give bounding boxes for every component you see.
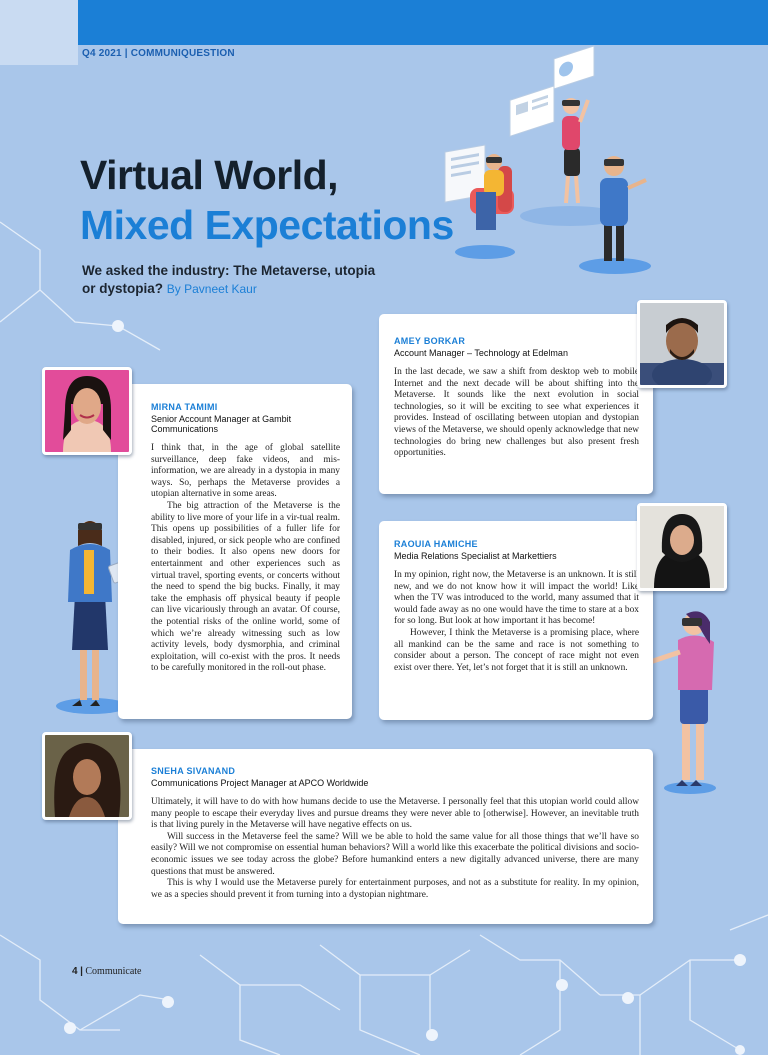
contributor-card-raouia: [379, 521, 653, 720]
footer-separator: |: [80, 966, 83, 977]
publication-name: Communicate: [85, 966, 142, 977]
photo-raouia-hamiche: [637, 503, 727, 591]
contributor-name: SNEHA SIVANAND: [151, 766, 236, 776]
quote-paragraph: Ultimately, it will have to do with how humans decide to use the Metaverse. I personally feel that this utopian world could allow many people to escape their everyday lives and pursue dreams they were never able to [otherwise]. However, an inevitable truth is that living purely in the Metaverse will have negative effects on us.: [151, 797, 639, 831]
quote-paragraph: The big attraction of the Metaverse is the ability to live more of your life in a vir-tual realm. This opens up possibilities of a fuller life for disabled, injured, or sick people who are confined to their bodies. It also opens new doors for entertainment and other experiences such as virtual travel, sporting events, or concerts without the need to spend the big bucks. Finally, it may take the emphasis off physical beauty if people can live vicariously through an avatar. Of course, the potential risks of the online world, some of which we’re already witnessing such as low activity levels, body dysmorphia, and criminal exploitation, will co-exist with the pros. It needs to be carefully monitored in the roll-out phase.: [151, 500, 340, 674]
section-label: Q4 2021 | COMMUNIQUESTION: [82, 48, 235, 59]
article-subtitle: [82, 262, 382, 298]
contributor-card-sneha: [118, 749, 653, 924]
contributor-role: Media Relations Specialist at Markettiers: [394, 551, 557, 561]
contributor-name: MIRNA TAMIMI: [151, 402, 218, 412]
contributor-role: Communications Project Manager at APCO Worldwide: [151, 778, 369, 788]
quote-paragraph: Will success in the Metaverse feel the same? Will we be able to hold the same value for all those things that we’ll have so easily? Will we not compromise on essential human behaviors? Will a world like this exacerbate the political divisions and socio-economic issues we see today across the globe? Before humankind enters a new digitally advanced universe, there are many questions that must be answered.: [151, 831, 639, 877]
quote-paragraph: This is why I would use the Metaverse purely for entertainment purposes, and not as a substitute for reality. In my opinion, we as a species should prevent it from turning into a dystopian nightmare.: [151, 878, 639, 900]
contributor-card-amey: [379, 314, 653, 494]
page-footer: [72, 966, 141, 977]
article-title-line1: Virtual World,: [80, 152, 339, 198]
contributor-name: AMEY BORKAR: [394, 336, 466, 346]
subtitle-text: We asked the industry: The Metaverse, utopia or dystopia?: [82, 263, 376, 296]
photo-amey-borkar: [637, 300, 727, 388]
page-number: 4: [72, 966, 78, 977]
quote-paragraph: In the last decade, we saw a shift from desktop web to mobile Internet and the next decade will be about shifting into the Metaverse. It sounds like the next evolution in social technologies, so it will be exciting to see what experiences it provides. Instead of oscillating between utopian and dystopian views of the Metaverse, we should openly acknowledge that new technologies do bring new challenges but also present fresh opportunities.: [394, 367, 639, 459]
article-title-line2: Mixed Expectations: [80, 202, 454, 248]
contributor-role: Account Manager – Technology at Edelman: [394, 348, 568, 358]
photo-mirna-tamimi: [42, 367, 132, 455]
quote-paragraph: I think that, in the age of global satellite surveillance, deep fake videos, and mis-information, we are already in a dystopia in many ways. So, perhaps the Metaverse provides a utopian alternative in some areas.: [151, 443, 340, 500]
photo-sneha-sivanand: [42, 732, 132, 820]
quote-paragraph: In my opinion, right now, the Metaverse is an unknown. It is still new, and we do not know how it will impact the world! Like when the TV was introduced to the world, many assumed that it would fade away as no one would have the time to stare at a box for so long. But look at how important it has become!: [394, 570, 639, 627]
contributor-card-mirna: [118, 384, 352, 719]
vr-people-illustration: [440, 38, 670, 283]
contributor-name: RAOUIA HAMICHE: [394, 539, 478, 549]
quote-paragraph: However, I think the Metaverse is a promising place, where all mankind can be the same and race is not something to consider about a person. The concept of race might not even exist over there. Yet, let’s not forget that it is still an unknown.: [394, 627, 639, 673]
byline: By Pavneet Kaur: [166, 282, 257, 296]
contributor-role: Senior Account Manager at Gambit Communications: [151, 414, 292, 434]
